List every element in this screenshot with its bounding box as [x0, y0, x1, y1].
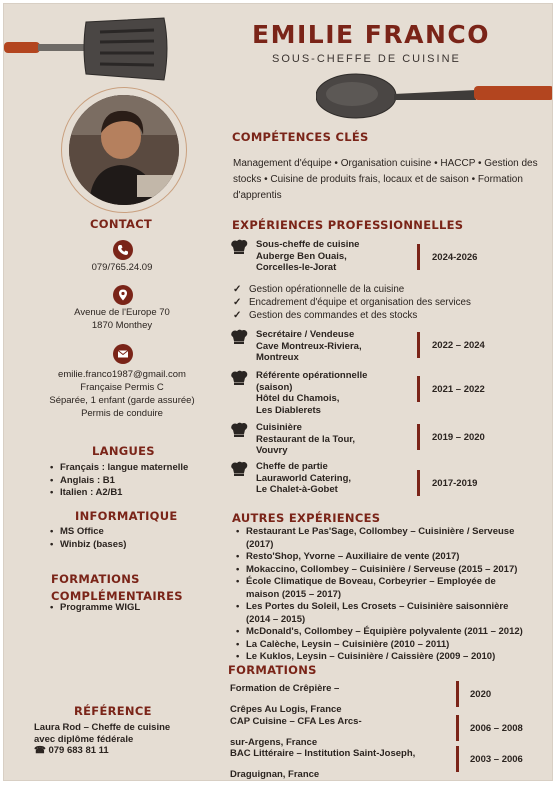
checkmark-icon: ✓	[233, 310, 242, 321]
extra-training-list	[48, 602, 228, 615]
phone-icon	[113, 240, 133, 260]
list-item: • Français : langue maternelle	[48, 462, 228, 475]
contact-email[interactable]: emilie.franco1987@gmail.com	[58, 369, 186, 380]
languages-list	[48, 462, 228, 500]
reference-phone-row	[34, 745, 170, 757]
it-list	[48, 526, 228, 551]
education-period: 2003 – 2006	[470, 754, 523, 765]
spoon-icon	[316, 70, 553, 126]
chef-hat-icon	[230, 461, 248, 477]
location-pin-icon	[113, 285, 133, 305]
task-item: ✓ Encadrement d'équipe et organisation des services	[233, 297, 471, 308]
list-item: • Winbiz (bases)	[48, 539, 228, 552]
job-period: 2017-2019	[432, 478, 478, 489]
job-period: 2024-2026	[432, 252, 478, 263]
skills-text: Management d'équipe • Organisation cuisine • HACCP • Gestion des stocks • Cuisine de produits frais, locaux et de saison • Formation d'apprentis	[233, 158, 538, 201]
other-experience-title: AUTRES EXPÉRIENCES	[232, 511, 381, 525]
list-item: • Italien : A2/B1	[48, 487, 228, 500]
reference-name: Laura Rod – Cheffe de cuisine	[34, 722, 171, 733]
job-period: 2021 – 2022	[432, 384, 485, 395]
job-item: Référente opérationnelle (saison) Hôtel du Chamois, Les Diablerets	[230, 370, 430, 416]
job-period: 2019 – 2020	[432, 432, 485, 443]
reference-qualification: avec diplôme fédérale	[34, 733, 134, 745]
chef-hat-icon	[230, 239, 248, 255]
job-title: SOUS-CHEFFE DE CUISINE	[272, 53, 461, 65]
it-title: INFORMATIQUE	[75, 509, 178, 523]
education-title: FORMATIONS	[228, 663, 317, 677]
chef-hat-icon	[230, 370, 248, 386]
list-item: • La Calèche, Leysin – Cuisinière (2010 – 2011)	[234, 639, 553, 652]
period-bar	[417, 332, 420, 358]
skills-title: COMPÉTENCES CLÉS	[232, 130, 369, 144]
job-period: 2022 – 2024	[432, 340, 485, 351]
list-item: • Mokaccino, Collombey – Cuisinière / Serveuse (2015 – 2017)	[234, 564, 553, 577]
list-item: • MS Office	[48, 526, 228, 539]
contact-address-line2: 1870 Monthey	[91, 320, 153, 331]
period-bar	[456, 715, 459, 741]
spatula-icon	[4, 8, 169, 88]
extra-training-title: FORMATIONS	[51, 572, 140, 586]
extra-training-title-line2: COMPLÉMENTAIRES	[51, 589, 183, 603]
list-item: • Le Kuklos, Leysin – Cuisinière / Caissière (2009 – 2010)	[234, 651, 553, 664]
checkmark-icon: ✓	[233, 297, 242, 308]
reference-title: RÉFÉRENCE	[74, 704, 152, 718]
education-period: 2006 – 2008	[470, 723, 523, 734]
contact-family: Séparée, 1 enfant (garde assurée)	[49, 395, 195, 406]
period-bar	[417, 376, 420, 402]
list-item: • McDonald's, Collombey – Équipière polyvalente (2011 – 2012)	[234, 626, 553, 639]
phone-icon: ☎	[34, 745, 49, 756]
job-item: Sous-cheffe de cuisine Auberge Ben Ouais, Corcelles-le-Jorat	[230, 239, 430, 274]
chef-hat-icon	[230, 329, 248, 345]
list-item: • Restaurant Le Pas'Sage, Collombey – Cuisinière / Serveuse	[234, 526, 553, 539]
task-item: ✓ Gestion des commandes et des stocks	[233, 310, 418, 321]
education-item: BAC Littéraire – Institution Saint-Joseph, Draguignan, France	[230, 748, 416, 780]
envelope-icon	[113, 344, 133, 364]
languages-title: LANGUES	[92, 444, 155, 458]
resume-page	[3, 3, 553, 781]
education-item: CAP Cuisine – CFA Les Arcs- sur-Argens, France	[230, 716, 362, 748]
period-bar	[417, 424, 420, 450]
period-bar	[417, 470, 420, 496]
checkmark-icon: ✓	[233, 284, 242, 295]
contact-phone[interactable]: 079/765.24.09	[91, 262, 153, 273]
job-item: Cuisinière Restaurant de la Tour, Vouvry	[230, 422, 430, 457]
period-bar	[456, 681, 459, 707]
education-item: Formation de Crêpière – Crêpes Au Logis, France	[230, 683, 342, 715]
contact-license: Permis de conduire	[81, 408, 163, 419]
list-item-continuation: maison (2015 – 2017)	[246, 588, 342, 600]
contact-permit: Française Permis C	[80, 382, 164, 393]
education-period: 2020	[470, 689, 492, 700]
task-item: ✓ Gestion opérationnelle de la cuisine	[233, 284, 405, 295]
list-item-continuation: (2014 – 2015)	[246, 613, 306, 625]
list-item: • Les Portes du Soleil, Les Crosets – Cuisinière saisonnière	[234, 601, 553, 614]
period-bar	[417, 244, 420, 270]
list-item: • Anglais : B1	[48, 475, 228, 488]
job-item: Cheffe de partie Lauraworld Catering, Le Chalet-à-Gobet	[230, 461, 430, 496]
list-item: • École Climatique de Boveau, Corbeyrier – Employée de	[234, 576, 553, 589]
period-bar	[456, 746, 459, 772]
other-experience-list	[234, 526, 553, 664]
profile-photo	[69, 95, 179, 205]
reference-phone[interactable]: 079 683 81 11	[48, 745, 109, 756]
list-item: • Resto'Shop, Yvorne – Auxiliaire de vente (2017)	[234, 551, 553, 564]
list-item: • Programme WIGL	[48, 602, 228, 615]
person-name: EMILIE FRANCO	[252, 20, 490, 49]
reference-block	[34, 722, 170, 757]
list-item-continuation: (2017)	[246, 538, 274, 550]
job-item: Secrétaire / Vendeuse Cave Montreux-Riviera, Montreux	[230, 329, 430, 364]
contact-title: CONTACT	[90, 217, 153, 231]
contact-address-line1: Avenue de l'Europe 70	[74, 307, 170, 318]
experience-title: EXPÉRIENCES PROFESSIONNELLES	[232, 218, 464, 232]
chef-hat-icon	[230, 422, 248, 438]
